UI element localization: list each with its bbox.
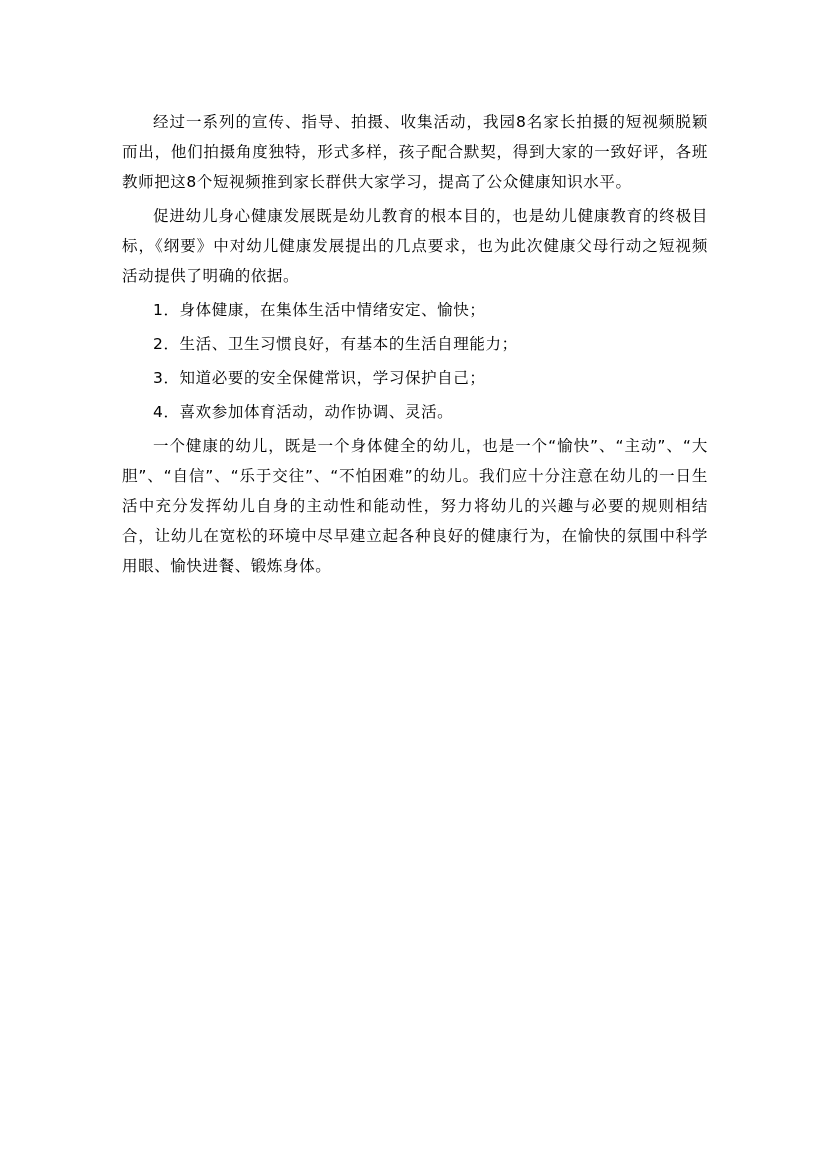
document-body	[122, 107, 708, 581]
list-item-1: 1．身体健康，在集体生活中情绪安定、愉快；	[153, 301, 486, 319]
paragraph-health-goals: 促进幼儿身心健康发展既是幼儿教育的根本目的，也是幼儿健康教育的终极目标，《纲要》中对幼儿健康发展提出的几点要求，也为此次健康父母行动之短视频活动提供了明确的依据。	[122, 207, 708, 285]
list-item-3: 3．知道必要的安全保健常识，学习保护自己；	[153, 369, 486, 387]
paragraph-activity-summary: 经过一系列的宣传、指导、拍摄、收集活动，我园8名家长拍摄的短视频脱颖而出，他们拍摄角度独特，形式多样，孩子配合默契，得到大家的一致好评，各班教师把这8个短视频推到家长群供大家学习，提高了公众健康知识水平。	[122, 113, 708, 191]
paragraph-healthy-child: 一个健康的幼儿，既是一个身体健全的幼儿，也是一个“愉快”、“主动”、“大胆”、“自信”、“乐于交往”、“不怕困难”的幼儿。我们应十分注意在幼儿的一日生活中充分发挥幼儿自身的主动性和能动性，努力将幼儿的兴趣与必要的规则相结合，让幼儿在宽松的环境中尽早建立起各种良好的健康行为，在愉快的氛围中科学用眼、愉快进餐、锻炼身体。	[122, 437, 708, 575]
list-item-2: 2．生活、卫生习惯良好，有基本的生活自理能力；	[153, 335, 518, 353]
list-item-4: 4．喜欢参加体育活动，动作协调、灵活。	[153, 403, 454, 421]
